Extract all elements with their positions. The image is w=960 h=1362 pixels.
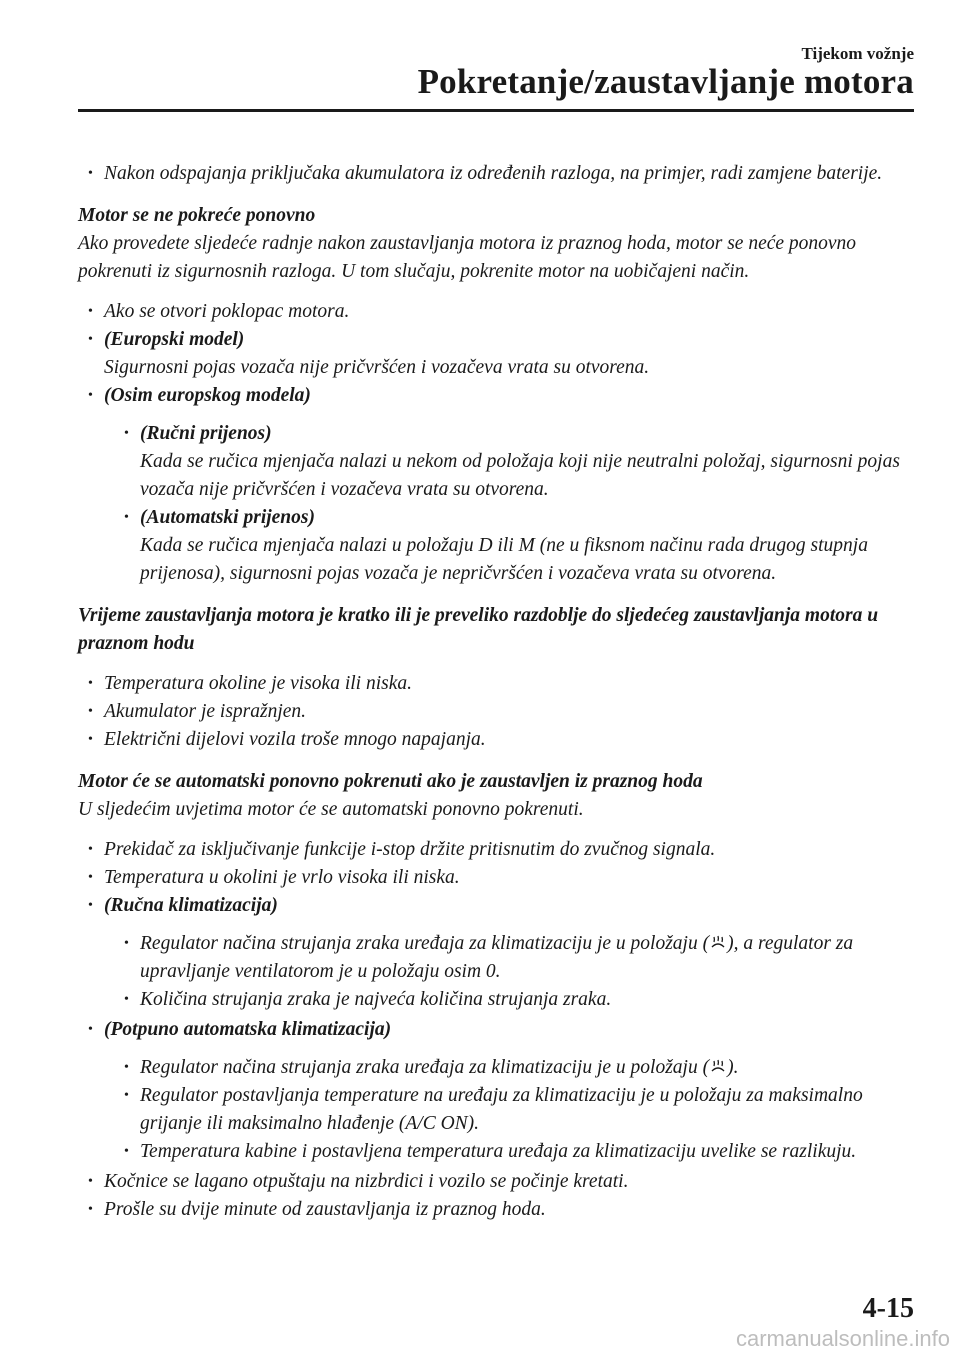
defroster-icon [709,1057,727,1075]
list-item-text: Nakon odspajanja priključaka akumulatora iz određenih razloga, na primjer, radi zamjene baterije. [104,163,883,184]
watermark-url: carmanualsonline.info [735,1326,950,1351]
list-item [88,836,918,864]
list-item-text: Prošle su dvije minute od zaustavljanja iz praznog hoda. [104,1199,546,1220]
list-item-text: Električni dijelovi vozila troše mnogo napajanja. [104,729,486,750]
header-divider [78,109,914,112]
list-item [124,504,918,588]
list-item-title: (Ručni prijenos) [140,423,272,444]
section-heading-no-restart: Motor se ne pokreće ponovno [78,205,316,226]
list-item [88,298,918,326]
list-item [88,160,918,188]
list-item [124,930,918,986]
bullet-list [88,298,918,588]
list-item-text: ). [727,1057,739,1078]
list-item [88,670,918,698]
sub-list [124,420,918,588]
page-title: Pokretanje/zaustavljanje motora [417,62,914,101]
list-item-text: Akumulator je ispražnjen. [104,701,307,722]
list-item [88,1016,918,1166]
list-item-text: Temperatura kabine i postavljena temperatura uređaja za klimatizaciju uvelike se razlikuju. [140,1141,857,1162]
list-item [124,1138,918,1166]
section-label: Tijekom vožnje [801,44,914,63]
list-item-text: Regulator načina strujanja zraka uređaja za klimatizaciju je u položaju ( [140,1057,710,1078]
list-item-text: Sigurnosni pojas vozača nije pričvršćen i vozačeva vrata su otvorena. [104,357,650,378]
list-item-text: Količina strujanja zraka je najveća količina strujanja zraka. [140,989,612,1010]
section-text: Ako provedete sljedeće radnje nakon zaustavljanja motora iz praznog hoda, motor se neće ponovno pokrenuti iz sigurnosnih razloga. U tom slučaju, pokrenite motor na uobičajeni način. [78,233,857,282]
list-item-text: Temperatura okoline je visoka ili niska. [104,673,412,694]
defroster-icon [709,933,727,951]
list-item-text: Kočnice se lagano otpuštaju na nizbrdici i vozilo se počinje kretati. [104,1171,629,1192]
list-item-text: Ako se otvori poklopac motora. [104,301,350,322]
list-item [124,1082,918,1138]
list-item-title: (Osim europskog modela) [104,385,311,406]
page-content [78,160,918,1224]
bullet-list [88,836,918,1224]
list-item [88,1168,918,1196]
list-item-title: (Potpuno automatska klimatizacija) [104,1019,392,1040]
list-item [124,420,918,504]
list-item-text: Prekidač za isključivanje funkcije i-stop držite pritisnutim do zvučnog signala. [104,839,716,860]
list-item [88,864,918,892]
list-item [88,326,918,382]
list-item [88,892,918,1014]
list-item [88,698,918,726]
list-item-title: (Europski model) [104,329,245,350]
list-item-text: ), a regulator za upravljanje ventilatorom je u položaju osim 0. [140,933,854,982]
list-item [124,986,918,1014]
section-heading-short-stop: Vrijeme zaustavljanja motora je kratko ili je preveliko razdoblje do sljedećeg zaustavljanja motora u praznom hodu [78,605,879,654]
section-heading-auto-restart: Motor će se automatski ponovno pokrenuti ako je zaustavljen iz praznog hoda [78,771,703,792]
list-item-text: Regulator postavljanja temperature na uređaju za klimatizaciju je u položaju za maksimalno grijanje ili maksimalno hlađenje (A/C ON). [140,1085,863,1134]
list-item [88,1196,918,1224]
list-item-title: (Automatski prijenos) [140,507,315,528]
list-item-text: Temperatura u okolini je vrlo visoka ili niska. [104,867,460,888]
list-item-title: (Ručna klimatizacija) [104,895,278,916]
intro-list [88,160,918,188]
page-number: 4-15 [862,1293,914,1324]
list-item [88,382,918,588]
list-item-text: Kada se ručica mjenjača nalazi u položaju D ili M (ne u fiksnom načinu rada drugog stupnja prijenosa), sigurnosni pojas vozača je nepričvršćen i vozačeva vrata su otvorena. [140,535,868,584]
list-item-text: Kada se ručica mjenjača nalazi u nekom od položaja koji nije neutralni položaj, sigurnosni pojas vozača nije pričvršćen i vozačeva vrata su otvorena. [140,451,900,500]
list-item [124,1054,918,1082]
sub-list [124,930,918,1014]
list-item [88,726,918,754]
list-item-text: Regulator načina strujanja zraka uređaja za klimatizaciju je u položaju ( [140,933,710,954]
section-text: U sljedećim uvjetima motor će se automatski ponovno pokrenuti. [78,799,584,820]
sub-list [124,1054,918,1166]
bullet-list [88,670,918,754]
